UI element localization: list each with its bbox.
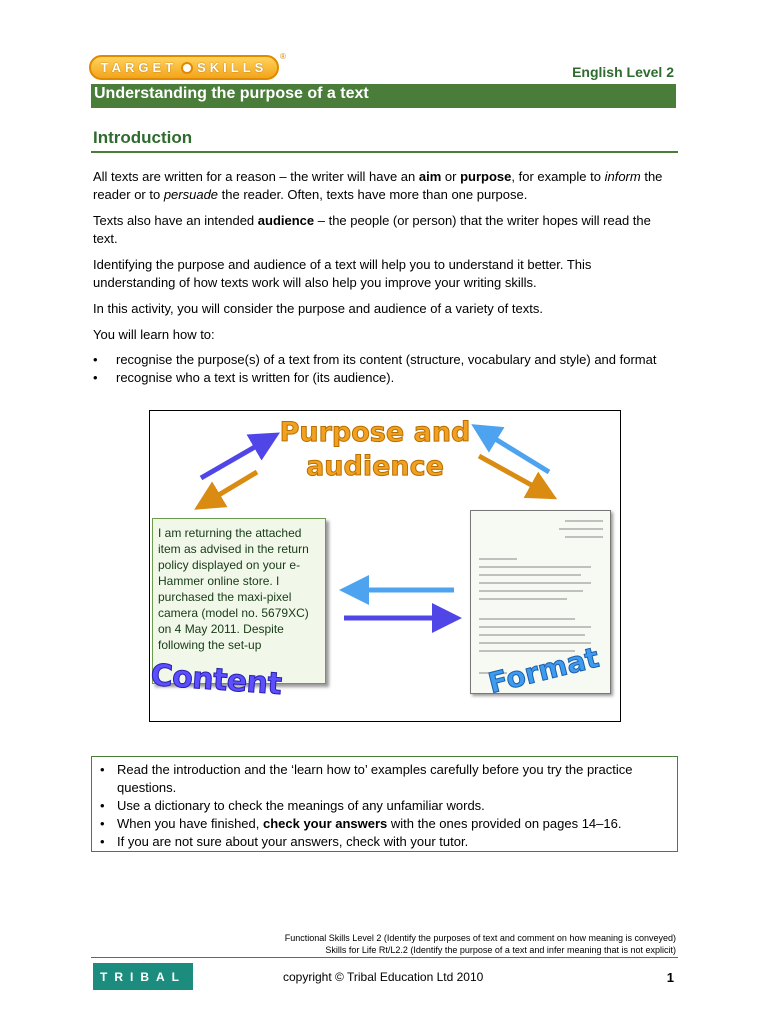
- learn-how-list: [93, 351, 673, 387]
- illustration-title-line-2: audience: [306, 451, 444, 482]
- list-item: • recognise the purpose(s) of a text from its content (structure, vocabulary and style) and format: [93, 351, 673, 369]
- copyright-text: copyright © Tribal Education Ltd 2010: [283, 970, 484, 984]
- arrow-down-left-orange: [207, 472, 257, 502]
- illustration-title-line-1: Purpose and: [279, 417, 471, 448]
- intro-paragraph-4: In this activity, you will consider the purpose and audience of a variety of texts.: [93, 301, 543, 316]
- list-item: • Read the introduction and the ‘learn how to’ examples carefully before you try the practice questions.: [100, 761, 677, 797]
- list-item: • recognise who a text is written for (its audience).: [93, 369, 673, 387]
- logo-text-target: TARGET: [100, 60, 178, 75]
- list-item: • When you have finished, check your answers with the ones provided on pages 14–16.: [100, 815, 677, 833]
- title-bar: [91, 84, 676, 108]
- intro-heading: Introduction: [93, 128, 193, 147]
- list-item: • Use a dictionary to check the meanings of any unfamiliar words.: [100, 797, 677, 815]
- intro-paragraph-2: Texts also have an intended audience – the people (or person) that the writer hopes will read the text.: [93, 213, 651, 246]
- intro-paragraph-3: Identifying the purpose and audience of a text will help you to understand it better. This understanding of how texts work will also help you improve your writing skills.: [93, 257, 592, 290]
- target-skills-logo: [89, 55, 279, 80]
- subject-level: English Level 2: [572, 64, 674, 80]
- tips-list: [92, 757, 677, 851]
- logo-text-skills: SKILLS: [197, 60, 268, 75]
- list-item: • If you are not sure about your answers, check with your tutor.: [100, 833, 677, 851]
- format-label: Format: [485, 640, 603, 701]
- intro-paragraph-5: You will learn how to:: [93, 327, 215, 342]
- functional-skills-ref: Functional Skills Level 2 (Identify the purposes of text and comment on how meaning is conveyed): [284, 933, 676, 943]
- content-label: Content: [149, 658, 283, 703]
- letter-content-box: I am returning the attached item as advised in the return policy displayed on your e-Hammer online store. I purchased the maxi-pixel camera (model no. 5679XC) on 4 May 2011. Despite following the set-up: [152, 518, 326, 684]
- footer-divider: [91, 957, 678, 958]
- skills-for-life-ref: Skills for Life Rt/L2.2 (Identify the purpose of a text and infer meaning that is not explicit): [325, 945, 676, 955]
- curriculum-references: [285, 932, 676, 956]
- intro-divider: [91, 151, 678, 153]
- page-title: Understanding the purpose of a text: [94, 85, 369, 102]
- registered-mark: ®: [280, 52, 286, 61]
- page-number: 1: [666, 970, 674, 985]
- logo-target-icon: [181, 62, 193, 74]
- intro-paragraph-1: All texts are written for a reason – the writer will have an aim or purpose, for example to inform the reader or to persuade the reader. Often, texts have more than one purpose.: [93, 169, 663, 202]
- tips-box: [91, 756, 678, 852]
- tribal-logo: TRIBAL: [93, 963, 193, 990]
